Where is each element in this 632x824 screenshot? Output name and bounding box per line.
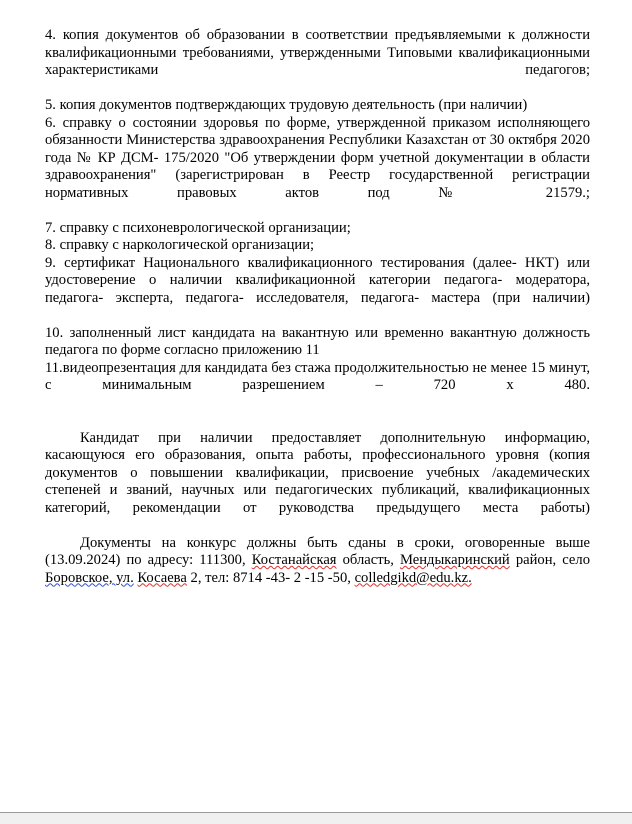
requirement-item-4: 4. копия документов об образовании в соответствии предъявляемыми к должности квалификационными требованиями, утвержденными Типовыми квалификационными характеристиками педагогов; <box>45 27 590 78</box>
contact-email: colledgikd@edu.kz. <box>354 569 472 586</box>
phone-and-separator-text: 2, тел: 8714 -43- 2 -15 -50, <box>186 569 355 586</box>
paragraph-candidate-additional-info: Кандидат при наличии предоставляет дополнительную информацию, касающуюся его образования, опыта работы, профессионального уровня (копия документов о повышении квалификации, присвоение учебных /академических степеней и званий, научных или педагогических публикаций, квалификационных категорий, рекомендации от руководства предыдущего места работы) <box>45 429 590 516</box>
requirement-item-10: 10. заполненный лист кандидата на вакантную или временно вакантную должность педагога по форме согласно приложению 11 <box>45 324 590 358</box>
page-bottom-edge <box>0 812 632 824</box>
after-region-text: область, <box>336 552 400 568</box>
requirement-item-7: 7. справку с психоневрологической организации; <box>45 219 351 236</box>
document-body <box>45 27 590 587</box>
requirement-item-8: 8. справку с наркологической организации; <box>45 237 315 253</box>
paragraph-submission-deadline <box>45 535 590 588</box>
deadline-lead-text: Документы на конкурс должны быть сданы в сроки, оговоренные выше (13.09.2024) по адресу: 111300, <box>45 534 590 568</box>
district-name-misspelled: Мендыкаринский <box>399 552 510 568</box>
requirement-item-6: 6. справку о состоянии здоровья по форме, утвержденной приказом исполняющего обязанности Министерства здравоохранения Республики Казахстан от 30 октября 2020 года № КР ДСМ- 175/2020 "Об утверждении форм учетной документации в области здравоохранения" (зарегистрирован в Реестр государственной регистрации нормативных правовых актов под № 21579.; <box>45 114 590 201</box>
requirement-item-11: 11.видеопрезентация для кандидата без стажа продолжительностью не менее 15 минут, с минимальным разрешением – 720 х 480. <box>45 359 590 393</box>
requirement-item-9: 9. сертификат Национального квалификационного тестирования (далее- НКТ) или удостоверение о наличии квалификационной категории педагога- модератора, педагога- эксперта, педагога- исследователя, педагога- мастера (при наличии) <box>45 254 590 306</box>
after-district-text: район, село <box>509 552 590 568</box>
street-name-misspelled: Косаева <box>137 569 187 586</box>
paragraph-spacer-1 <box>45 412 590 430</box>
village-street-grammar-flag: Боровское, ул. <box>45 569 134 586</box>
region-name-misspelled: Костанайская <box>251 552 337 568</box>
requirement-item-5: 5. копия документов подтверждающих трудовую деятельность (при наличии) <box>45 97 528 113</box>
